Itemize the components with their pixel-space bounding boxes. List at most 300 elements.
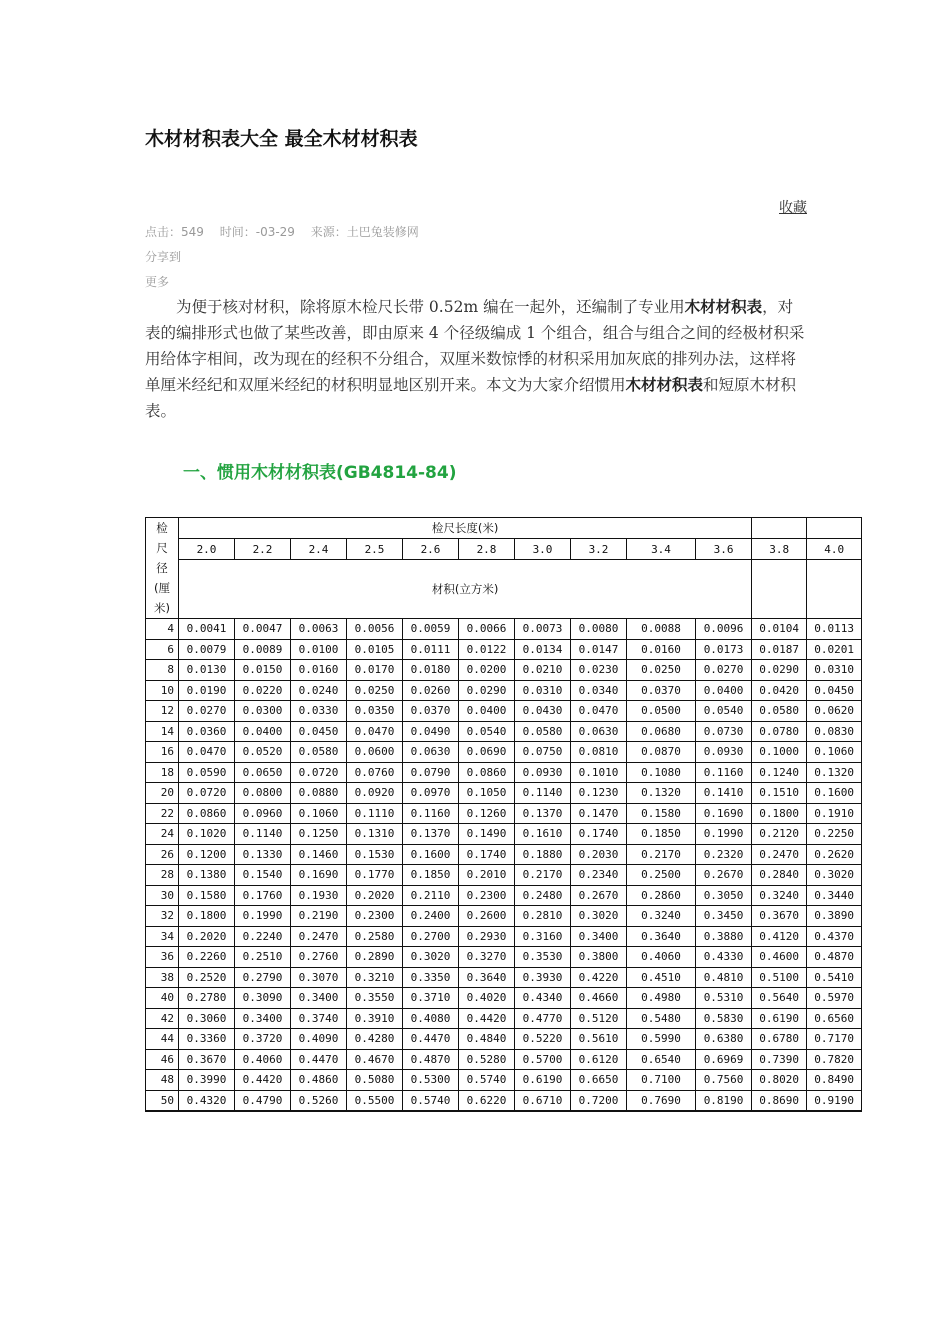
volume-cell: 0.4870 — [403, 1049, 459, 1070]
volume-cell: 0.1140 — [235, 824, 291, 845]
volume-cell: 0.4860 — [291, 1070, 347, 1091]
diameter-cell: 30 — [146, 885, 179, 906]
volume-cell: 0.1510 — [752, 783, 807, 804]
table-row — [146, 947, 862, 968]
volume-cell: 0.1320 — [627, 783, 696, 804]
volume-cell: 0.4980 — [627, 988, 696, 1009]
volume-cell: 0.2510 — [235, 947, 291, 968]
volume-cell: 0.0470 — [571, 701, 627, 722]
volume-cell: 0.2700 — [403, 926, 459, 947]
volume-cell: 0.1610 — [515, 824, 571, 845]
volume-cell: 0.0350 — [347, 701, 403, 722]
volume-cell: 0.0134 — [515, 639, 571, 660]
volume-cell: 0.0370 — [403, 701, 459, 722]
volume-cell: 0.4470 — [291, 1049, 347, 1070]
volume-cell: 0.0290 — [459, 680, 515, 701]
volume-cell: 0.3450 — [696, 906, 752, 927]
volume-cell: 0.0400 — [235, 721, 291, 742]
volume-cell: 0.0590 — [179, 762, 235, 783]
volume-cell: 0.4470 — [403, 1029, 459, 1050]
table-row — [146, 1008, 862, 1029]
table-row — [146, 639, 862, 660]
volume-cell: 0.1580 — [627, 803, 696, 824]
volume-cell: 0.1010 — [571, 762, 627, 783]
volume-cell: 0.2470 — [752, 844, 807, 865]
volume-cell: 0.0960 — [235, 803, 291, 824]
volume-cell: 0.2580 — [347, 926, 403, 947]
header-blank — [807, 560, 862, 619]
volume-cell: 0.2480 — [515, 885, 571, 906]
intro-text-1: 为便于核对材积，除将原木检尺长带 0.52m 编在一起外，还编制了专业用 — [176, 298, 685, 316]
volume-cell: 0.0690 — [459, 742, 515, 763]
volume-cell: 0.0450 — [807, 680, 862, 701]
volume-cell: 0.1410 — [696, 783, 752, 804]
diameter-cell: 20 — [146, 783, 179, 804]
volume-cell: 0.0105 — [347, 639, 403, 660]
volume-cell: 0.4810 — [696, 967, 752, 988]
volume-cell: 0.0800 — [235, 783, 291, 804]
header-blank — [807, 518, 862, 539]
volume-cell: 0.3090 — [235, 988, 291, 1009]
favorite-link[interactable]: 收藏 — [779, 200, 807, 216]
volume-cell: 0.1530 — [347, 844, 403, 865]
volume-cell: 0.4770 — [515, 1008, 571, 1029]
diameter-cell: 34 — [146, 926, 179, 947]
volume-cell: 0.2190 — [291, 906, 347, 927]
volume-cell: 0.1380 — [179, 865, 235, 886]
more-link[interactable]: 更多 — [145, 275, 170, 289]
volume-cell: 0.0310 — [807, 660, 862, 681]
volume-cell: 0.0300 — [235, 701, 291, 722]
volume-cell: 0.4020 — [459, 988, 515, 1009]
volume-cell: 0.2170 — [515, 865, 571, 886]
volume-cell: 0.3640 — [459, 967, 515, 988]
volume-cell: 0.0920 — [347, 783, 403, 804]
length-cell: 2.0 — [179, 539, 235, 560]
volume-cell: 0.2860 — [627, 885, 696, 906]
volume-cell: 0.0310 — [515, 680, 571, 701]
volume-cell: 0.6710 — [515, 1090, 571, 1111]
volume-cell: 0.0130 — [179, 660, 235, 681]
volume-cell: 0.5740 — [459, 1070, 515, 1091]
volume-cell: 0.8020 — [752, 1070, 807, 1091]
volume-cell: 0.6190 — [752, 1008, 807, 1029]
volume-cell: 0.7390 — [752, 1049, 807, 1070]
volume-cell: 0.0088 — [627, 619, 696, 640]
volume-cell: 0.0880 — [291, 783, 347, 804]
volume-cell: 0.5220 — [515, 1029, 571, 1050]
volume-cell: 0.0160 — [291, 660, 347, 681]
volume-cell: 0.1160 — [403, 803, 459, 824]
volume-cell: 0.0400 — [696, 680, 752, 701]
volume-cell: 0.0160 — [627, 639, 696, 660]
volume-cell: 0.0680 — [627, 721, 696, 742]
volume-cell: 0.4220 — [571, 967, 627, 988]
diameter-cell: 8 — [146, 660, 179, 681]
volume-cell: 0.2010 — [459, 865, 515, 886]
diameter-cell: 40 — [146, 988, 179, 1009]
article-meta — [145, 223, 431, 240]
diameter-cell: 16 — [146, 742, 179, 763]
volume-cell: 0.0540 — [696, 701, 752, 722]
diameter-cell: 42 — [146, 1008, 179, 1029]
length-cell: 3.2 — [571, 539, 627, 560]
volume-cell: 0.4120 — [752, 926, 807, 947]
volume-cell: 0.0600 — [347, 742, 403, 763]
volume-cell: 0.4320 — [179, 1090, 235, 1111]
volume-cell: 0.1600 — [807, 783, 862, 804]
volume-cell: 0.2520 — [179, 967, 235, 988]
volume-cell: 0.6969 — [696, 1049, 752, 1070]
diameter-cell: 36 — [146, 947, 179, 968]
volume-cell: 0.4840 — [459, 1029, 515, 1050]
volume-cell: 0.0860 — [459, 762, 515, 783]
diameter-cell: 24 — [146, 824, 179, 845]
volume-cell: 0.4060 — [235, 1049, 291, 1070]
volume-cell: 0.1080 — [627, 762, 696, 783]
volume-cell: 0.1060 — [291, 803, 347, 824]
volume-cell: 0.5280 — [459, 1049, 515, 1070]
volume-cell: 0.1160 — [696, 762, 752, 783]
volume-cell: 0.0190 — [179, 680, 235, 701]
volume-cell: 0.0470 — [179, 742, 235, 763]
volume-cell: 0.2670 — [696, 865, 752, 886]
keyword-link-2[interactable]: 木材材积表 — [625, 376, 704, 394]
volume-cell: 0.1880 — [515, 844, 571, 865]
volume-cell: 0.2500 — [627, 865, 696, 886]
diameter-cell: 14 — [146, 721, 179, 742]
volume-cell: 0.3670 — [752, 906, 807, 927]
volume-cell: 0.0220 — [235, 680, 291, 701]
table-row — [146, 1029, 862, 1050]
volume-cell: 0.0059 — [403, 619, 459, 640]
volume-cell: 0.0620 — [807, 701, 862, 722]
volume-cell: 0.3880 — [696, 926, 752, 947]
volume-cell: 0.3160 — [515, 926, 571, 947]
volume-cell: 0.1230 — [571, 783, 627, 804]
volume-cell: 0.0170 — [347, 660, 403, 681]
volume-cell: 0.0930 — [515, 762, 571, 783]
volume-cell: 0.3400 — [235, 1008, 291, 1029]
volume-cell: 0.0113 — [807, 619, 862, 640]
publish-time: 时间：-03-29 — [219, 225, 295, 239]
volume-cell: 0.0187 — [752, 639, 807, 660]
table-row — [146, 824, 862, 845]
volume-cell: 0.1370 — [403, 824, 459, 845]
volume-cell: 0.0147 — [571, 639, 627, 660]
volume-cell: 0.3400 — [571, 926, 627, 947]
volume-cell: 0.2810 — [515, 906, 571, 927]
volume-cell: 0.0080 — [571, 619, 627, 640]
volume-cell: 0.2020 — [179, 926, 235, 947]
diameter-cell: 6 — [146, 639, 179, 660]
volume-cell: 0.2470 — [291, 926, 347, 947]
volume-cell: 0.0180 — [403, 660, 459, 681]
volume-cell: 0.0540 — [459, 721, 515, 742]
volume-cell: 0.0111 — [403, 639, 459, 660]
volume-cell: 0.2400 — [403, 906, 459, 927]
length-cell: 3.8 — [752, 539, 807, 560]
volume-cell: 0.0790 — [403, 762, 459, 783]
volume-cell: 0.2930 — [459, 926, 515, 947]
volume-cell: 0.2250 — [807, 824, 862, 845]
keyword-link-1[interactable]: 木材材积表 — [684, 298, 763, 316]
share-link[interactable]: 分享到 — [145, 250, 182, 264]
volume-cell: 0.1310 — [347, 824, 403, 845]
volume-cell: 0.0580 — [291, 742, 347, 763]
volume-cell: 0.6220 — [459, 1090, 515, 1111]
header-blank — [752, 518, 807, 539]
volume-cell: 0.0720 — [179, 783, 235, 804]
volume-cell: 0.2300 — [347, 906, 403, 927]
volume-cell: 0.4090 — [291, 1029, 347, 1050]
volume-cell: 0.0580 — [515, 721, 571, 742]
volume-cell: 0.5830 — [696, 1008, 752, 1029]
volume-cell: 0.0810 — [571, 742, 627, 763]
volume-cell: 0.3670 — [179, 1049, 235, 1070]
volume-cell: 0.3800 — [571, 947, 627, 968]
volume-cell: 0.0270 — [696, 660, 752, 681]
volume-cell: 0.5410 — [807, 967, 862, 988]
table-row — [146, 1070, 862, 1091]
volume-cell: 0.1690 — [291, 865, 347, 886]
volume-cell: 0.5100 — [752, 967, 807, 988]
volume-cell: 0.3550 — [347, 988, 403, 1009]
volume-cell: 0.3890 — [807, 906, 862, 927]
volume-cell: 0.0173 — [696, 639, 752, 660]
volume-cell: 0.2300 — [459, 885, 515, 906]
volume-cell: 0.4330 — [696, 947, 752, 968]
volume-cell: 0.0260 — [403, 680, 459, 701]
volume-cell: 0.3070 — [291, 967, 347, 988]
volume-cell: 0.4600 — [752, 947, 807, 968]
volume-cell: 0.7560 — [696, 1070, 752, 1091]
volume-cell: 0.5310 — [696, 988, 752, 1009]
length-cell: 2.6 — [403, 539, 459, 560]
volume-cell: 0.0066 — [459, 619, 515, 640]
volume-cell: 0.2030 — [571, 844, 627, 865]
length-header: 检尺长度(米) — [179, 518, 752, 539]
volume-cell: 0.1320 — [807, 762, 862, 783]
table-row — [146, 865, 862, 886]
volume-cell: 0.0860 — [179, 803, 235, 824]
volume-cell: 0.3350 — [403, 967, 459, 988]
volume-cell: 0.8190 — [696, 1090, 752, 1111]
page-title: 木材材积表大全 最全木材材积表 — [145, 128, 418, 150]
volume-cell: 0.2170 — [627, 844, 696, 865]
volume-cell: 0.3240 — [752, 885, 807, 906]
volume-cell: 0.3270 — [459, 947, 515, 968]
volume-cell: 0.1060 — [807, 742, 862, 763]
volume-cell: 0.2780 — [179, 988, 235, 1009]
table-row — [146, 783, 862, 804]
volume-cell: 0.2620 — [807, 844, 862, 865]
intro-text-2: ，对表的编排形式也做了某些改善，即由原来 4 个径级编成 1 个组合，组合与组合之间的经极材积采用给体字相间，改为现在的经积不分组合，双厘米数惊悸的材积采用加灰底的排列办法，这样将单厘米经纪和双厘米经纪的材积明显地区别开来。本文为大家介绍惯用 — [145, 298, 805, 394]
diameter-cell: 46 — [146, 1049, 179, 1070]
length-cell: 3.4 — [627, 539, 696, 560]
volume-cell: 0.0230 — [571, 660, 627, 681]
volume-cell: 0.9190 — [807, 1090, 862, 1111]
volume-cell: 0.0330 — [291, 701, 347, 722]
volume-cell: 0.5300 — [403, 1070, 459, 1091]
volume-cell: 0.3210 — [347, 967, 403, 988]
volume-cell: 0.0360 — [179, 721, 235, 742]
volume-cell: 0.7200 — [571, 1090, 627, 1111]
volume-cell: 0.1470 — [571, 803, 627, 824]
diameter-cell: 10 — [146, 680, 179, 701]
table-row — [146, 844, 862, 865]
volume-cell: 0.5740 — [403, 1090, 459, 1111]
volume-cell: 0.0104 — [752, 619, 807, 640]
volume-cell: 0.2790 — [235, 967, 291, 988]
volume-cell: 0.5120 — [571, 1008, 627, 1029]
volume-cell: 0.1850 — [403, 865, 459, 886]
volume-cell: 0.1850 — [627, 824, 696, 845]
volume-cell: 0.1260 — [459, 803, 515, 824]
volume-cell: 0.4670 — [347, 1049, 403, 1070]
volume-cell: 0.0150 — [235, 660, 291, 681]
volume-cell: 0.7820 — [807, 1049, 862, 1070]
header-blank — [752, 560, 807, 619]
volume-cell: 0.0470 — [347, 721, 403, 742]
volume-cell: 0.0079 — [179, 639, 235, 660]
volume-cell: 0.4510 — [627, 967, 696, 988]
volume-cell: 0.6540 — [627, 1049, 696, 1070]
volume-cell: 0.5260 — [291, 1090, 347, 1111]
volume-cell: 0.0500 — [627, 701, 696, 722]
volume-cell: 0.0250 — [347, 680, 403, 701]
volume-cell: 0.8690 — [752, 1090, 807, 1111]
table-row — [146, 680, 862, 701]
volume-cell: 0.4060 — [627, 947, 696, 968]
volume-cell: 0.0830 — [807, 721, 862, 742]
timber-volume-table — [145, 517, 862, 1112]
volume-cell: 0.5610 — [571, 1029, 627, 1050]
volume-cell: 0.5640 — [752, 988, 807, 1009]
diameter-cell: 48 — [146, 1070, 179, 1091]
volume-cell: 0.1370 — [515, 803, 571, 824]
table-row — [146, 742, 862, 763]
volume-cell: 0.1000 — [752, 742, 807, 763]
volume-cell: 0.2340 — [571, 865, 627, 886]
length-cell: 2.8 — [459, 539, 515, 560]
volume-cell: 0.0400 — [459, 701, 515, 722]
volume-cell: 0.0720 — [291, 762, 347, 783]
volume-cell: 0.0930 — [696, 742, 752, 763]
volume-cell: 0.5480 — [627, 1008, 696, 1029]
article-source: 来源：土巴兔装修网 — [310, 225, 419, 239]
volume-cell: 0.0041 — [179, 619, 235, 640]
volume-cell: 0.1490 — [459, 824, 515, 845]
volume-cell: 0.0490 — [403, 721, 459, 742]
diameter-header: 检 尺 径 (厘 米) — [146, 518, 179, 619]
volume-cell: 0.0750 — [515, 742, 571, 763]
volume-cell: 0.0420 — [752, 680, 807, 701]
diameter-cell: 18 — [146, 762, 179, 783]
volume-cell: 0.0063 — [291, 619, 347, 640]
volume-header: 材积(立方米) — [179, 560, 752, 619]
volume-cell: 0.4660 — [571, 988, 627, 1009]
volume-cell: 0.3060 — [179, 1008, 235, 1029]
volume-cell: 0.2600 — [459, 906, 515, 927]
volume-cell: 0.2890 — [347, 947, 403, 968]
volume-cell: 0.3020 — [807, 865, 862, 886]
volume-cell: 0.3530 — [515, 947, 571, 968]
volume-cell: 0.5990 — [627, 1029, 696, 1050]
diameter-cell: 38 — [146, 967, 179, 988]
volume-cell: 0.4280 — [347, 1029, 403, 1050]
volume-cell: 0.7690 — [627, 1090, 696, 1111]
volume-cell: 0.2240 — [235, 926, 291, 947]
diameter-cell: 26 — [146, 844, 179, 865]
section-heading: 一、惯用木材材积表(GB4814-84) — [183, 463, 457, 483]
volume-cell: 0.1740 — [571, 824, 627, 845]
volume-cell: 0.0760 — [347, 762, 403, 783]
volume-cell: 0.2320 — [696, 844, 752, 865]
volume-cell: 0.4420 — [235, 1070, 291, 1091]
volume-cell: 0.5700 — [515, 1049, 571, 1070]
volume-cell: 0.4080 — [403, 1008, 459, 1029]
volume-cell: 0.1250 — [291, 824, 347, 845]
length-cell: 2.5 — [347, 539, 403, 560]
volume-cell: 0.0122 — [459, 639, 515, 660]
volume-cell: 0.3720 — [235, 1029, 291, 1050]
volume-cell: 0.1050 — [459, 783, 515, 804]
diameter-cell: 32 — [146, 906, 179, 927]
volume-cell: 0.4420 — [459, 1008, 515, 1029]
volume-cell: 0.1140 — [515, 783, 571, 804]
table-row — [146, 885, 862, 906]
volume-cell: 0.0630 — [571, 721, 627, 742]
volume-cell: 0.0100 — [291, 639, 347, 660]
length-cell: 2.4 — [291, 539, 347, 560]
volume-cell: 0.7100 — [627, 1070, 696, 1091]
volume-cell: 0.0250 — [627, 660, 696, 681]
diameter-cell: 12 — [146, 701, 179, 722]
volume-cell: 0.1770 — [347, 865, 403, 886]
volume-cell: 0.0340 — [571, 680, 627, 701]
volume-cell: 0.6190 — [515, 1070, 571, 1091]
volume-cell: 0.0073 — [515, 619, 571, 640]
table-row — [146, 803, 862, 824]
volume-cell: 0.8490 — [807, 1070, 862, 1091]
volume-cell: 0.3640 — [627, 926, 696, 947]
volume-cell: 0.0650 — [235, 762, 291, 783]
volume-cell: 0.0870 — [627, 742, 696, 763]
table-row — [146, 967, 862, 988]
diameter-cell: 50 — [146, 1090, 179, 1111]
volume-cell: 0.3710 — [403, 988, 459, 1009]
volume-cell: 0.0780 — [752, 721, 807, 742]
volume-cell: 0.0970 — [403, 783, 459, 804]
volume-cell: 0.0096 — [696, 619, 752, 640]
length-cell: 3.6 — [696, 539, 752, 560]
volume-cell: 0.3930 — [515, 967, 571, 988]
table-row — [146, 926, 862, 947]
volume-cell: 0.2260 — [179, 947, 235, 968]
volume-cell: 0.0056 — [347, 619, 403, 640]
volume-cell: 0.3050 — [696, 885, 752, 906]
volume-cell: 0.2120 — [752, 824, 807, 845]
volume-cell: 0.1200 — [179, 844, 235, 865]
volume-cell: 0.1540 — [235, 865, 291, 886]
volume-cell: 0.1760 — [235, 885, 291, 906]
volume-cell: 0.0089 — [235, 639, 291, 660]
volume-cell: 0.1910 — [807, 803, 862, 824]
diameter-cell: 22 — [146, 803, 179, 824]
volume-cell: 0.2670 — [571, 885, 627, 906]
volume-cell: 0.1740 — [459, 844, 515, 865]
